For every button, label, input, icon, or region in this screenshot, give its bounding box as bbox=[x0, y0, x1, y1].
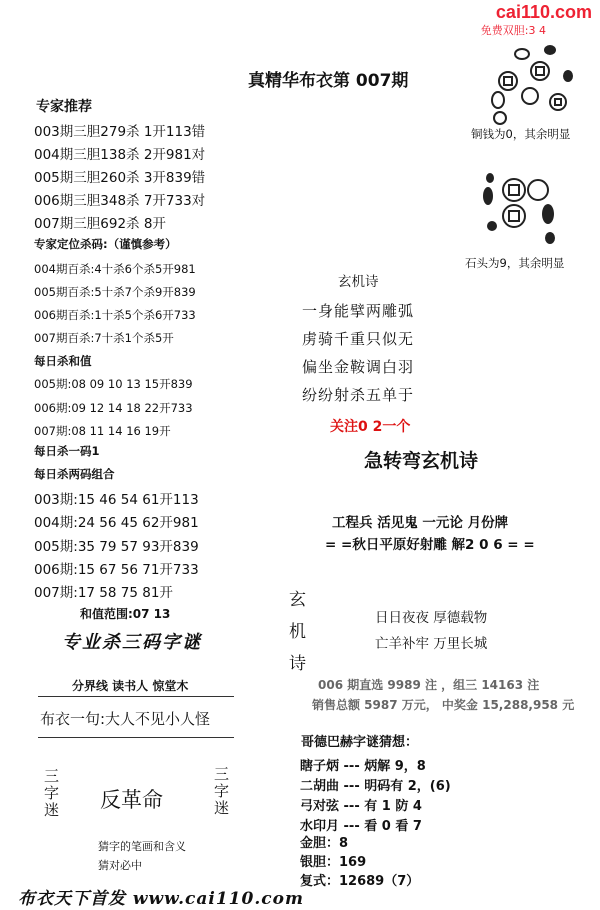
follow-note: 关注0 2一个 bbox=[330, 419, 411, 435]
coin-puzzle-icon bbox=[478, 36, 588, 126]
list-item: 瞎子炳 --- 炳解 9，8 bbox=[300, 759, 426, 774]
list-item: 006期三胆348杀 7开733对 bbox=[34, 193, 206, 209]
vert-line-2: 亡羊补牢 万里长城 bbox=[375, 636, 488, 652]
riddle-hint-1: 猜字的笔画和含义 bbox=[98, 840, 186, 853]
gd-heading: 哥德巴赫字谜猜想： bbox=[301, 735, 419, 750]
list-item: 005期三胆260杀 3开839错 bbox=[34, 170, 206, 186]
list-item: 银胆：169 bbox=[300, 855, 367, 870]
poem-line: 一身能擘两雕弧 bbox=[302, 302, 415, 320]
pro-title: 专业杀三码字谜 bbox=[62, 632, 202, 653]
list-item: 007期百杀:7十杀1个杀5开 bbox=[34, 331, 174, 345]
list-item: 003期三胆279杀 1开113错 bbox=[34, 124, 206, 140]
list-item: 弓对弦 --- 有 1 防 4 bbox=[300, 799, 422, 814]
list-item: 007期三胆692杀 8开 bbox=[34, 216, 166, 232]
list-item: 水印月 --- 看 0 看 7 bbox=[300, 819, 422, 834]
expert-heading: 专家推荐 bbox=[36, 99, 92, 115]
list-item: 004期:24 56 45 62开981 bbox=[34, 515, 199, 531]
divider bbox=[38, 696, 234, 697]
poem-line: 偏坐金鞍调白羽 bbox=[302, 358, 415, 376]
list-item: 003期:15 46 54 61开113 bbox=[34, 492, 199, 508]
three-riddle-right: 三字迷 bbox=[214, 765, 230, 817]
daily-one: 每日杀一码1 bbox=[34, 444, 100, 458]
poem-line: 纷纷射杀五单于 bbox=[302, 386, 415, 404]
watermark-site: cai110.com bbox=[495, 2, 592, 22]
stone-puzzle-icon bbox=[478, 170, 568, 250]
list-item: 005期:08 09 10 13 15开839 bbox=[34, 377, 193, 391]
list-item: 007期:08 11 14 16 19开 bbox=[34, 424, 171, 438]
list-item: 二胡曲 --- 明码有 2，(6) bbox=[300, 779, 451, 794]
vertical-title: 玄机诗 bbox=[289, 590, 306, 674]
position-kill-heading: 专家定位杀码:（谨慎参考） bbox=[34, 237, 177, 251]
coin-caption-1: 铜钱为0，其余明显 bbox=[471, 127, 571, 141]
sum-range: 和值范围:07 13 bbox=[80, 607, 171, 621]
one-line: 布衣一句:大人不见小人怪 bbox=[40, 710, 211, 728]
list-item: 006期:15 67 56 71开733 bbox=[34, 562, 199, 578]
turn-title: 急转弯玄机诗 bbox=[364, 450, 479, 472]
divider bbox=[38, 737, 234, 738]
list-item: 004期三胆138杀 2开981对 bbox=[34, 147, 206, 163]
list-item: 007期:17 58 75 81开 bbox=[34, 585, 173, 601]
xuanji-heading: 玄机诗 bbox=[338, 274, 379, 290]
riddle-hint-2: 猜对必中 bbox=[98, 859, 142, 872]
vert-line-1: 日日夜夜 厚德载物 bbox=[375, 610, 488, 626]
list-item: 006期百杀:1十杀5个杀6开733 bbox=[34, 308, 196, 322]
sales-line-1: 006 期直选 9989 注 ，组三 14163 注 bbox=[318, 678, 540, 692]
poem-line: 虏骑千重只似无 bbox=[302, 330, 415, 348]
turn-line-1: 工程兵 活见鬼 一元论 月份牌 bbox=[332, 515, 509, 531]
watermark-sub: 免费双胆:3 4 bbox=[480, 24, 546, 37]
turn-line-2: = =秋日平原好射雕 解2 0 6 = = bbox=[325, 537, 535, 553]
watermark bbox=[450, 0, 600, 38]
riddle-answer: 反革命 bbox=[100, 788, 163, 812]
three-riddle-left: 三字迷 bbox=[44, 767, 60, 819]
list-item: 005期百杀:5十杀7个杀9开839 bbox=[34, 285, 196, 299]
sales-line-2: 销售总额 5987 万元， 中奖金 15,288,958 元 bbox=[312, 698, 575, 712]
list-item: 金胆：8 bbox=[300, 836, 349, 851]
list-item: 005期:35 79 57 93开839 bbox=[34, 539, 199, 555]
divider-line-text: 分界线 读书人 惊堂木 bbox=[72, 679, 189, 693]
daily-two-heading: 每日杀两码组合 bbox=[34, 467, 115, 481]
footer: 布衣天下首发 www.cai110.com bbox=[18, 889, 304, 909]
list-item: 复式：12689（7） bbox=[300, 874, 420, 889]
daily-sum-heading: 每日杀和值 bbox=[34, 354, 92, 368]
list-item: 004期百杀:4十杀6个杀5开981 bbox=[34, 262, 196, 276]
list-item: 006期:09 12 14 18 22开733 bbox=[34, 401, 193, 415]
coin-caption-2: 石头为9，其余明显 bbox=[465, 256, 565, 270]
page-title: 真精华布衣第 007期 bbox=[248, 71, 409, 91]
